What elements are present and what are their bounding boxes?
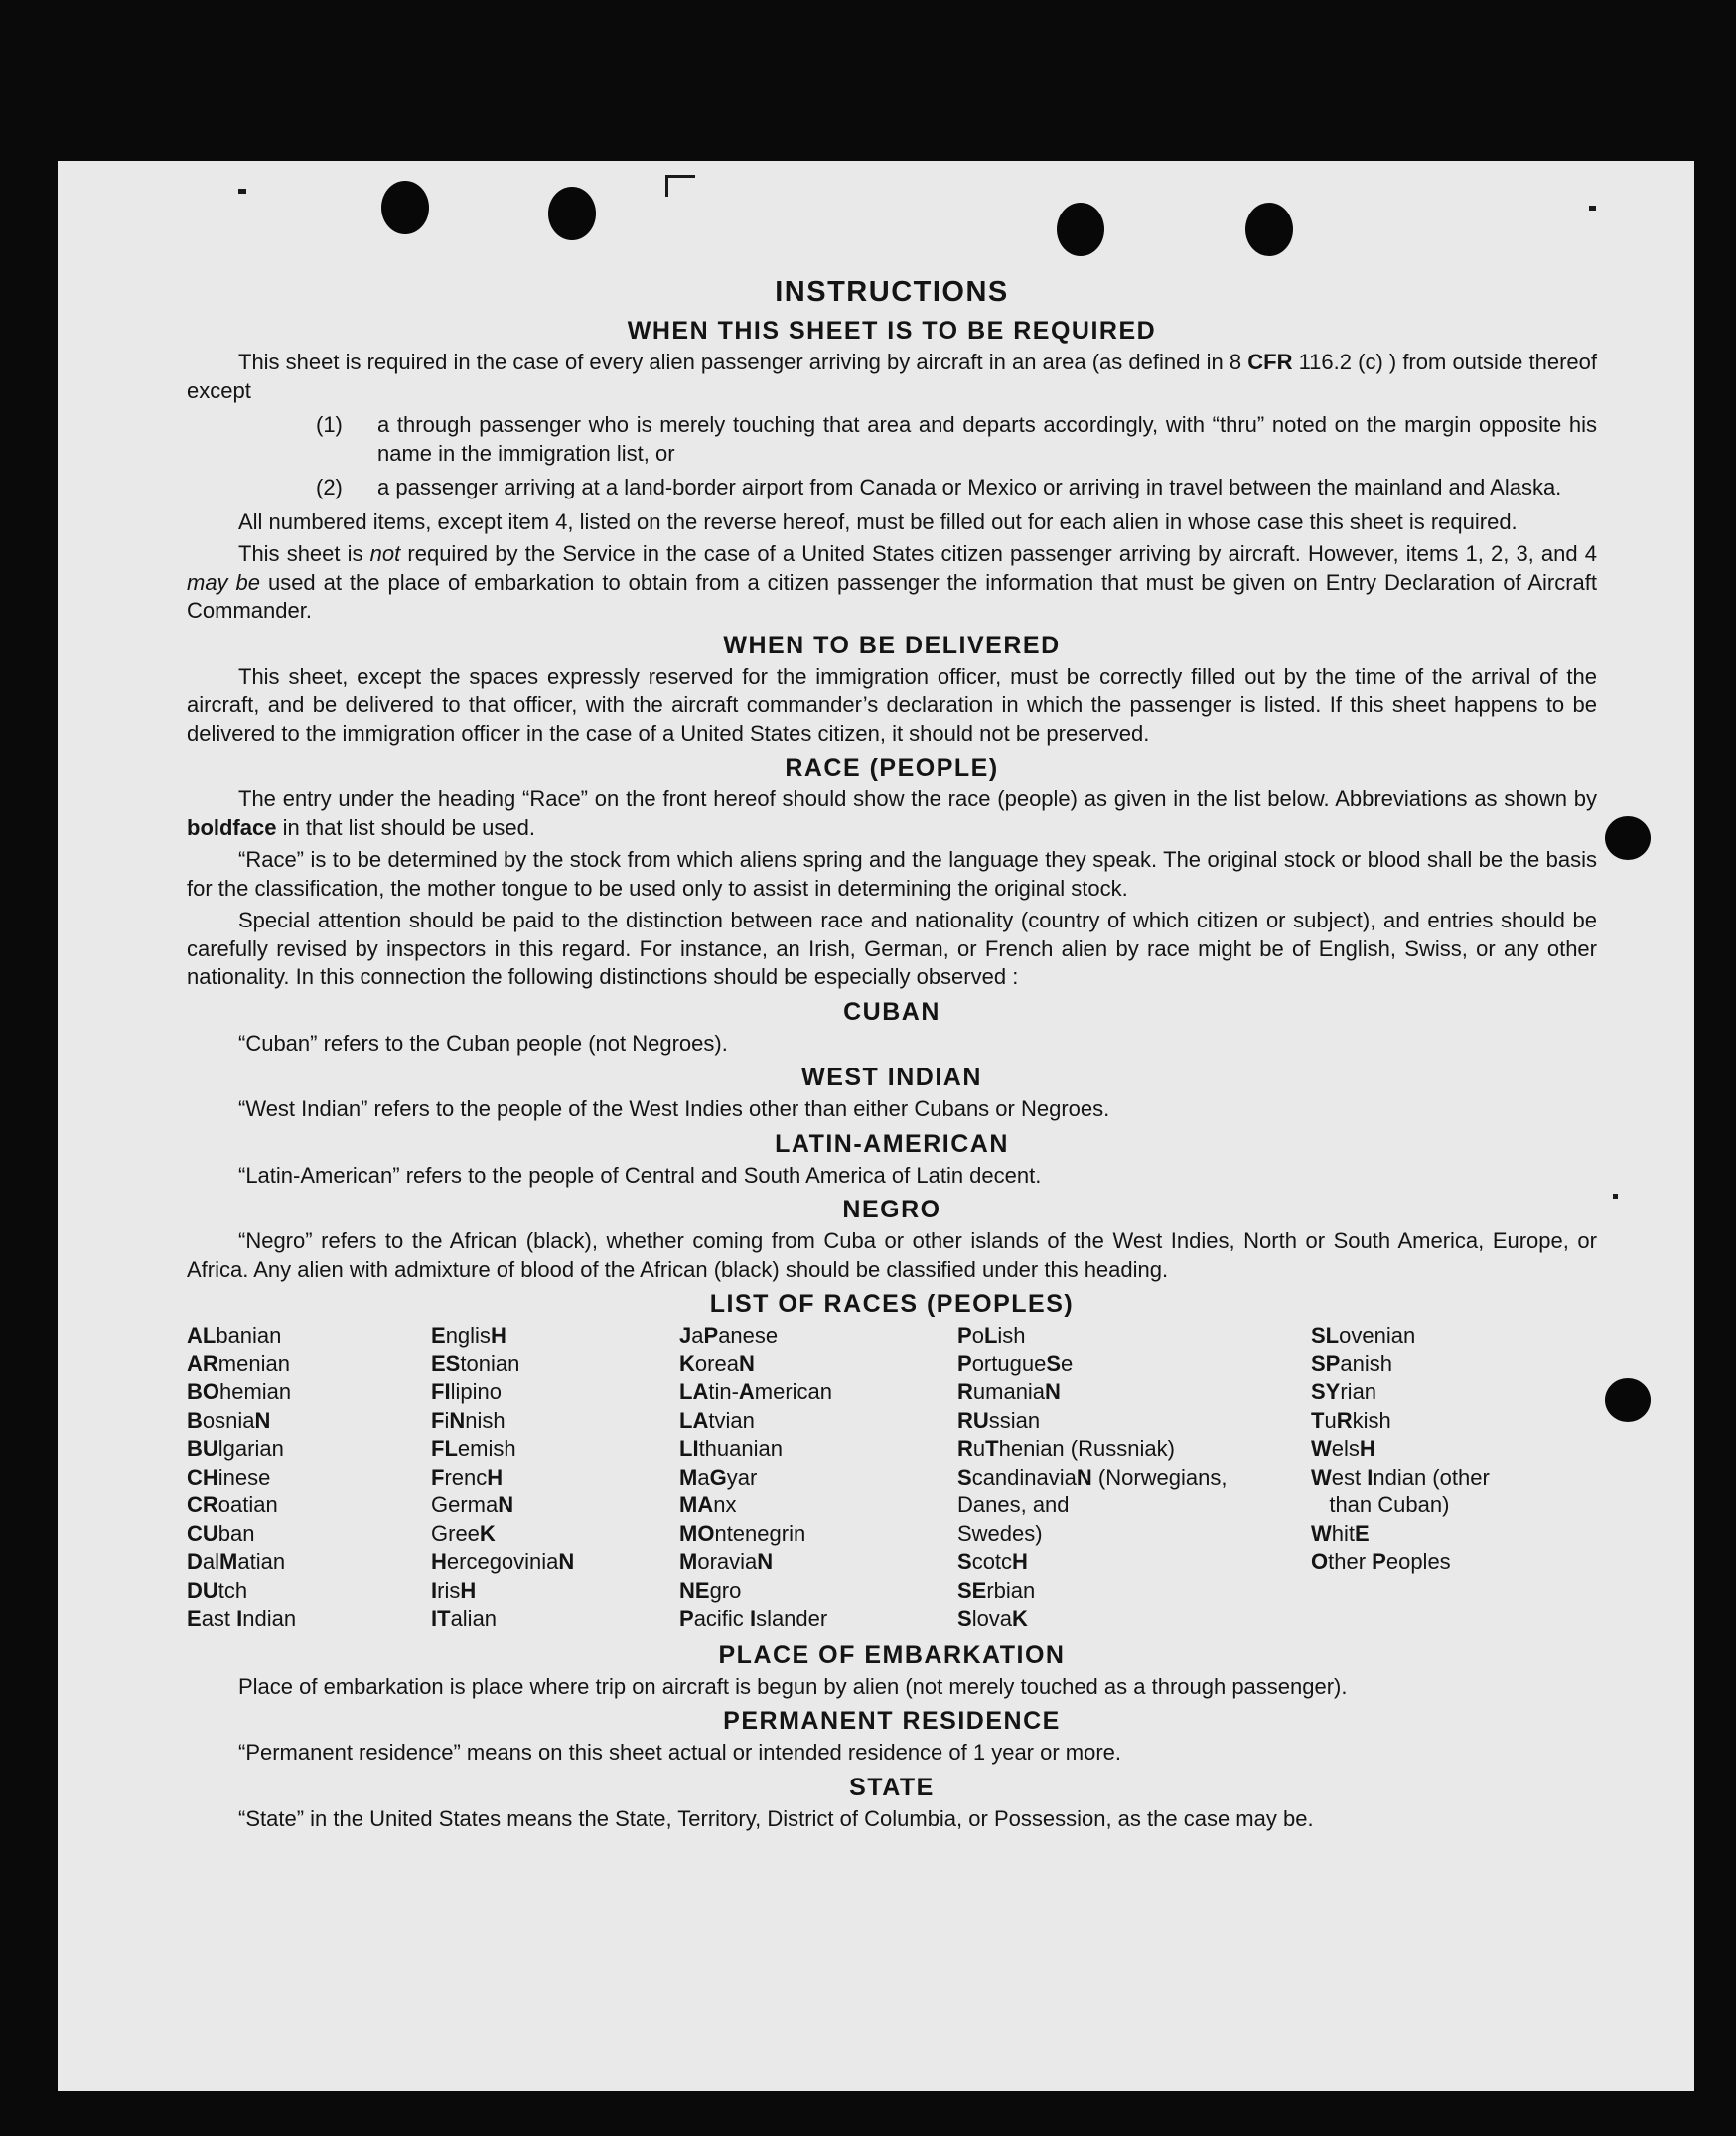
race-entry: LAtvian: [679, 1407, 755, 1433]
race-entry: than Cuban): [1311, 1493, 1450, 1517]
race-entry: HercegoviniaN: [431, 1549, 575, 1574]
ink-mark: [1589, 206, 1596, 211]
race-entry: FLemish: [431, 1436, 516, 1461]
citizen-paragraph: This sheet is not required by the Service in the case of a United States citizen passenger arriving by aircraft. However, items 1, 2, 3, and 4 may be used at the place of embarkation to obtain from a citizen passenger the information that must be given on Entry Declaration of Aircraft Commander.: [187, 541, 1598, 623]
races-column: [679, 1322, 957, 1634]
race-entry: RUssian: [957, 1407, 1041, 1433]
race-entry: CUban: [187, 1520, 255, 1546]
race-entry: BUlgarian: [187, 1436, 284, 1461]
ink-mark: [1613, 1194, 1618, 1199]
item-text: a passenger arriving at a land-border airport from Canada or Mexico or arriving in travel between the mainland and Alaska.: [377, 475, 1562, 499]
section-heading-state: STATE: [849, 1773, 935, 1801]
race-entry: ITalian: [431, 1606, 498, 1631]
race-entry: ScandinaviaN (Norwegians,: [957, 1464, 1228, 1490]
race-entry: NEgro: [679, 1577, 742, 1603]
races-column: [1311, 1322, 1589, 1634]
race-entry: MAnx: [679, 1493, 737, 1517]
required-intro: This sheet is required in the case of every alien passenger arriving by aircraft in an area (as defined in 8 CFR 116.2 (c) ) from outside thereof except: [187, 350, 1597, 403]
item-text: a through passenger who is merely touching that area and departs accordingly, with “thru” noted on the margin opposite his name in the immigration list, or: [377, 412, 1597, 466]
race-entry: LIthuanian: [679, 1436, 783, 1461]
section-heading-residence: PERMANENT RESIDENCE: [723, 1707, 1061, 1735]
race-entry: EStonian: [431, 1351, 520, 1376]
race-entry: FIlipino: [431, 1379, 502, 1404]
race-entry: East Indian: [187, 1606, 297, 1631]
section-heading-race: RACE (PEOPLE): [785, 754, 999, 782]
race-entry: PortugueSe: [957, 1351, 1074, 1376]
punch-hole: [1057, 203, 1104, 256]
race-entry: Pacific Islander: [679, 1606, 828, 1631]
punch-hole: [1605, 816, 1651, 860]
exception-item-1: [316, 411, 1597, 468]
exception-item-2: [316, 474, 1597, 502]
race-entry: MaGyar: [679, 1464, 758, 1490]
race-paragraph-2: “Race” is to be determined by the stock from which aliens spring and the language they speak. The original stock or blood shall be the basis for the classification, the mother tongue to be used only to assist in determining the original stock.: [187, 847, 1597, 901]
race-entry: Other Peoples: [1311, 1549, 1451, 1574]
race-entry: GreeK: [431, 1520, 496, 1546]
ink-mark: [238, 189, 246, 194]
race-entry: EnglisH: [431, 1323, 506, 1348]
race-entry: Danes, and: [957, 1493, 1070, 1517]
section-heading-negro: NEGRO: [842, 1196, 941, 1223]
races-column: [431, 1322, 679, 1634]
race-entry: RumaniaN: [957, 1379, 1061, 1404]
ink-mark: [665, 175, 668, 197]
race-entry: SYrian: [1311, 1379, 1377, 1404]
punch-hole: [381, 181, 429, 234]
race-entry: JaPanese: [679, 1323, 779, 1348]
state-paragraph: “State” in the United States means the State, Territory, District of Columbia, or Possession, as the case may be.: [238, 1805, 1314, 1831]
negro-paragraph: “Negro” refers to the African (black), whether coming from Cuba or other islands of the West Indies, North or South America, Europe, or Africa. Any alien with admixture of blood of the African (black) should be classified under this heading.: [187, 1228, 1597, 1282]
section-heading-required: WHEN THIS SHEET IS TO BE REQUIRED: [627, 317, 1157, 345]
punch-hole: [1605, 1378, 1651, 1422]
race-entry: GermaN: [431, 1493, 514, 1517]
race-entry: BosniaN: [187, 1407, 271, 1433]
section-heading-cuban: CUBAN: [843, 997, 940, 1026]
punch-hole: [548, 187, 596, 240]
ink-mark: [667, 175, 695, 178]
race-entry: FiNnish: [431, 1407, 506, 1433]
race-entry: ARmenian: [187, 1351, 290, 1376]
races-column: [187, 1322, 431, 1634]
latin-american-paragraph: “Latin-American” refers to the people of Central and South America of Latin decent.: [238, 1162, 1042, 1188]
section-heading-latin-american: LATIN-AMERICAN: [775, 1129, 1009, 1158]
race-entry: PoLish: [957, 1323, 1026, 1348]
section-heading-west-indian: WEST INDIAN: [801, 1064, 982, 1091]
item-number: (2): [316, 475, 343, 499]
delivered-paragraph: This sheet, except the spaces expressly reserved for the immigration officer, must be correctly filled out by the time of the arrival of the aircraft, and be delivered to that officer, with the aircraft commander’s declaration in which the passenger is listed. If this sheet happens to be delivered to the immigration officer in the case of a United States citizen, it should not be preserved.: [187, 663, 1597, 746]
section-heading-delivered: WHEN TO BE DELIVERED: [723, 631, 1061, 659]
race-entry: SLovenian: [1311, 1323, 1416, 1348]
race-entry: SErbian: [957, 1577, 1036, 1603]
races-column: [957, 1322, 1311, 1634]
race-entry: LAtin-American: [679, 1379, 833, 1404]
race-entry: WhitE: [1311, 1520, 1370, 1546]
race-paragraph-1: The entry under the heading “Race” on the front hereof should show the race (people) as given in the list below. Abbreviations as shown by boldface in that list should be used.: [187, 786, 1597, 840]
race-entry: DalMatian: [187, 1549, 286, 1574]
section-heading-list-of-races: LIST OF RACES (PEOPLES): [709, 1290, 1075, 1318]
page-title: INSTRUCTIONS: [775, 276, 1009, 308]
race-entry: ScotcH: [957, 1549, 1028, 1574]
race-entry: DUtch: [187, 1577, 248, 1603]
item-number: (1): [316, 412, 343, 437]
race-entry: RuThenian (Russniak): [957, 1436, 1175, 1461]
race-entry: TuRkish: [1311, 1407, 1391, 1433]
race-entry: IrisH: [431, 1577, 477, 1603]
section-heading-embarkation: PLACE OF EMBARKATION: [718, 1640, 1066, 1669]
cuban-paragraph: “Cuban” refers to the Cuban people (not Negroes).: [238, 1030, 728, 1056]
race-entry: ALbanian: [187, 1323, 282, 1348]
race-entry: KoreaN: [679, 1351, 755, 1376]
embarkation-paragraph: Place of embarkation is place where trip on aircraft is begun by alien (not merely touched as a through passenger).: [238, 1673, 1348, 1699]
race-entry: West Indian (other: [1311, 1464, 1490, 1490]
races-list: [187, 1322, 1597, 1634]
west-indian-paragraph: “West Indian” refers to the people of the West Indies other than either Cubans or Negroes.: [238, 1096, 1110, 1121]
race-entry: FrencH: [431, 1464, 504, 1490]
race-entry: WelsH: [1311, 1436, 1375, 1461]
document-sheet: [58, 161, 1694, 2091]
race-entry: MOntenegrin: [679, 1520, 806, 1546]
race-entry: MoraviaN: [679, 1549, 774, 1574]
race-entry: SlovaK: [957, 1606, 1028, 1631]
race-entry: Swedes): [957, 1520, 1043, 1546]
race-paragraph-3: Special attention should be paid to the distinction between race and nationality (country of which citizen or subject), and entries should be carefully revised by inspectors in this regard. For instance, an Irish, German, or French alien by race might be of English, Swiss, or any other nationality. In this connection the following distinctions should be especially observed :: [187, 908, 1597, 989]
residence-paragraph: “Permanent residence” means on this sheet actual or intended residence of 1 year or more.: [238, 1740, 1122, 1765]
numbered-items-paragraph: All numbered items, except item 4, listed on the reverse hereof, must be filled out for each alien in whose case this sheet is required.: [238, 508, 1518, 534]
race-entry: CHinese: [187, 1464, 271, 1490]
race-entry: BOhemian: [187, 1379, 292, 1404]
punch-hole: [1245, 203, 1293, 256]
instructions-content: [187, 276, 1597, 1837]
race-entry: SPanish: [1311, 1351, 1392, 1376]
race-entry: CRoatian: [187, 1493, 278, 1517]
